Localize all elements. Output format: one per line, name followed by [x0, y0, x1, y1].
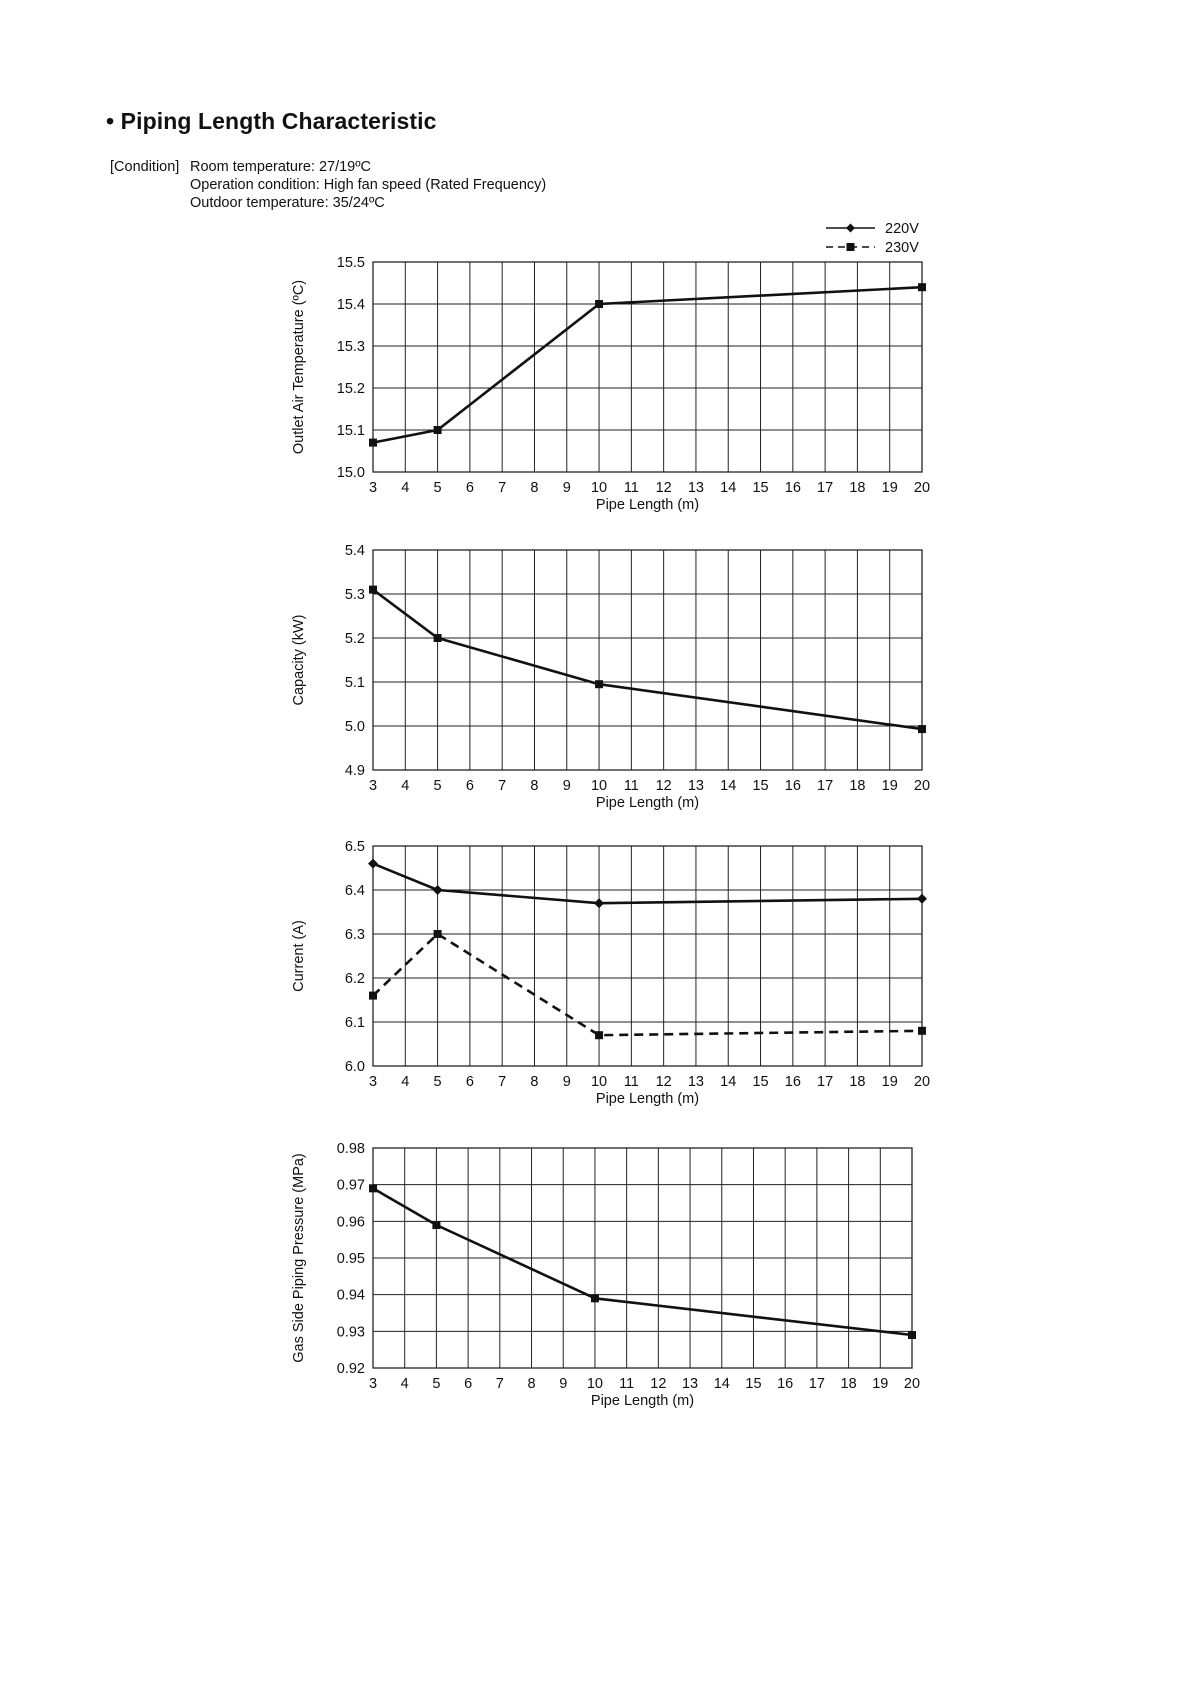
x-tick-label: 17: [817, 480, 834, 496]
data-point-220v: [917, 894, 927, 904]
x-tick-label: 9: [562, 1074, 571, 1090]
y-tick-label: 6.2: [344, 971, 365, 987]
data-point-230v: [918, 725, 926, 733]
x-tick-label: 4: [401, 1074, 410, 1090]
y-tick-label: 0.93: [336, 1324, 365, 1341]
series-line-230v: [373, 934, 922, 1035]
y-axis-label: Gas Side Piping Pressure (MPa): [291, 1153, 307, 1363]
x-tick-label: 12: [655, 480, 672, 496]
x-tick-label: 7: [498, 778, 507, 794]
data-point-230v: [434, 426, 442, 434]
chart-current: [0, 826, 1190, 1124]
x-tick-label: 5: [433, 480, 442, 496]
x-tick-label: 8: [530, 480, 539, 496]
x-tick-label: 12: [650, 1376, 667, 1392]
x-tick-label: 6: [465, 480, 474, 496]
x-tick-label: 13: [687, 1074, 705, 1090]
x-tick-label: 9: [559, 1376, 568, 1392]
x-tick-label: 3: [368, 778, 378, 794]
x-tick-label: 9: [562, 480, 571, 496]
x-tick-label: 12: [655, 1074, 672, 1090]
x-tick-label: 8: [530, 778, 539, 794]
x-tick-label: 11: [623, 1074, 639, 1090]
y-tick-label: 6.0: [344, 1059, 365, 1075]
data-point-230v: [369, 992, 377, 1000]
x-tick-label: 6: [465, 778, 474, 794]
x-tick-label: 3: [368, 1074, 378, 1090]
data-point-230v: [432, 1221, 440, 1229]
y-tick-label: 15.5: [336, 255, 365, 271]
x-tick-label: 9: [562, 778, 571, 794]
x-tick-label: 5: [432, 1376, 441, 1392]
x-tick-label: 20: [913, 778, 931, 794]
x-tick-label: 15: [745, 1376, 762, 1392]
y-tick-label: 5.4: [344, 543, 365, 559]
y-tick-label: 5.2: [344, 631, 365, 647]
y-tick-label: 0.97: [336, 1177, 365, 1194]
y-tick-label: 0.92: [336, 1361, 365, 1377]
x-tick-label: 10: [590, 1074, 608, 1090]
y-tick-label: 15.1: [336, 423, 365, 439]
legend-label-230v: 230V: [885, 240, 919, 256]
x-tick-label: 19: [881, 480, 898, 496]
data-point-230v: [369, 586, 377, 594]
data-point-230v: [369, 439, 377, 447]
data-point-230v: [591, 1294, 599, 1302]
data-point-230v: [908, 1331, 916, 1339]
chart-outlet-air-temperature: [0, 240, 1190, 530]
condition-outdoor-temperature: Outdoor temperature: 35/24ºC: [190, 195, 385, 211]
x-tick-label: 13: [681, 1376, 699, 1392]
x-tick-label: 12: [655, 778, 672, 794]
data-point-220v: [433, 885, 443, 895]
y-axis-label: Outlet Air Temperature (ºC): [291, 279, 307, 455]
series-line-230v: [373, 1188, 912, 1335]
x-tick-label: 7: [498, 480, 507, 496]
plot-area: [373, 846, 922, 1066]
series-line-230v: [373, 590, 922, 729]
x-tick-label: 18: [849, 1074, 866, 1090]
x-tick-label: 20: [903, 1376, 921, 1392]
plot-area: [373, 262, 922, 472]
y-tick-label: 5.0: [344, 719, 365, 735]
x-tick-label: 11: [619, 1376, 635, 1392]
x-tick-label: 18: [840, 1376, 857, 1392]
y-tick-label: 0.95: [336, 1251, 365, 1267]
x-tick-label: 11: [623, 778, 639, 794]
legend-label-220v: 220V: [885, 221, 919, 237]
y-tick-label: 15.3: [336, 339, 365, 355]
x-tick-label: 4: [401, 778, 410, 794]
y-axis-label: Capacity (kW): [291, 614, 307, 706]
x-tick-label: 20: [913, 1074, 931, 1090]
x-tick-label: 15: [752, 480, 769, 496]
legend-item-220v: [826, 221, 919, 237]
x-tick-label: 7: [498, 1074, 507, 1090]
condition-label: [Condition]: [110, 159, 180, 175]
x-tick-label: 8: [530, 1074, 539, 1090]
data-point-230v: [918, 283, 926, 291]
x-tick-label: 11: [623, 480, 639, 496]
data-point-230v: [595, 300, 603, 308]
condition-room-temperature: Room temperature: 27/19ºC: [190, 159, 371, 175]
x-tick-label: 16: [784, 1074, 801, 1090]
condition-operation: Operation condition: High fan speed (Rated Frequency): [190, 177, 547, 193]
x-tick-label: 10: [590, 480, 608, 496]
x-axis-label: Pipe Length (m): [595, 497, 700, 513]
x-tick-label: 6: [464, 1376, 473, 1392]
y-tick-label: 0.98: [336, 1141, 365, 1157]
x-tick-label: 14: [720, 480, 737, 496]
x-tick-label: 13: [687, 778, 705, 794]
y-tick-label: 15.2: [336, 381, 365, 397]
y-tick-label: 0.94: [336, 1287, 365, 1304]
x-axis-label: Pipe Length (m): [590, 1393, 695, 1409]
y-tick-label: 6.1: [344, 1015, 365, 1031]
x-tick-label: 4: [401, 480, 410, 496]
y-tick-label: 5.1: [344, 675, 365, 691]
data-point-230v: [434, 930, 442, 938]
x-tick-label: 8: [527, 1376, 536, 1392]
data-point-230v: [369, 1184, 377, 1192]
y-tick-label: 15.0: [336, 465, 365, 481]
x-tick-label: 13: [687, 480, 705, 496]
series-line-220v: [373, 864, 922, 904]
data-point-230v: [595, 1031, 603, 1039]
y-tick-label: 6.4: [344, 883, 365, 899]
x-tick-label: 3: [368, 480, 378, 496]
y-tick-label: 6.5: [344, 839, 365, 855]
x-tick-label: 3: [368, 1376, 378, 1392]
plot-area: [373, 550, 922, 770]
x-tick-label: 7: [495, 1376, 504, 1392]
x-tick-label: 18: [849, 778, 866, 794]
y-tick-label: 15.4: [336, 297, 365, 313]
y-tick-label: 6.3: [344, 927, 365, 943]
x-tick-label: 19: [881, 778, 898, 794]
x-tick-label: 16: [784, 778, 801, 794]
y-tick-label: 4.9: [344, 763, 365, 779]
x-tick-label: 15: [752, 778, 769, 794]
y-tick-label: 5.3: [344, 587, 365, 603]
x-tick-label: 15: [752, 1074, 769, 1090]
chart-legend: [0, 0, 1190, 260]
x-tick-label: 14: [720, 778, 737, 794]
x-tick-label: 10: [586, 1376, 604, 1392]
series-line-230v: [373, 287, 922, 442]
data-point-230v: [595, 680, 603, 688]
y-tick-label: 0.96: [336, 1214, 365, 1231]
x-tick-label: 18: [849, 480, 866, 496]
x-tick-label: 14: [720, 1074, 737, 1090]
data-point-230v: [434, 634, 442, 642]
x-tick-label: 19: [872, 1376, 889, 1392]
x-tick-label: 19: [881, 1074, 898, 1090]
x-tick-label: 20: [913, 480, 931, 496]
data-point-220v: [594, 898, 604, 908]
chart-capacity: [0, 530, 1190, 828]
x-tick-label: 4: [400, 1376, 409, 1392]
x-tick-label: 17: [817, 778, 834, 794]
x-tick-label: 16: [777, 1376, 794, 1392]
chart-gas-side-piping-pressure: [0, 1130, 1190, 1426]
x-axis-label: Pipe Length (m): [595, 795, 700, 811]
x-tick-label: 10: [590, 778, 608, 794]
legend-diamond-icon: [846, 224, 855, 233]
x-tick-label: 14: [713, 1376, 730, 1392]
x-tick-label: 6: [465, 1074, 474, 1090]
data-point-220v: [368, 859, 378, 869]
page-title: • Piping Length Characteristic: [106, 108, 437, 134]
x-axis-label: Pipe Length (m): [595, 1091, 700, 1107]
data-point-230v: [918, 1027, 926, 1035]
x-tick-label: 17: [817, 1074, 834, 1090]
x-tick-label: 5: [433, 1074, 442, 1090]
x-tick-label: 17: [808, 1376, 825, 1392]
x-tick-label: 5: [433, 778, 442, 794]
x-tick-label: 16: [784, 480, 801, 496]
y-axis-label: Current (A): [291, 920, 307, 992]
